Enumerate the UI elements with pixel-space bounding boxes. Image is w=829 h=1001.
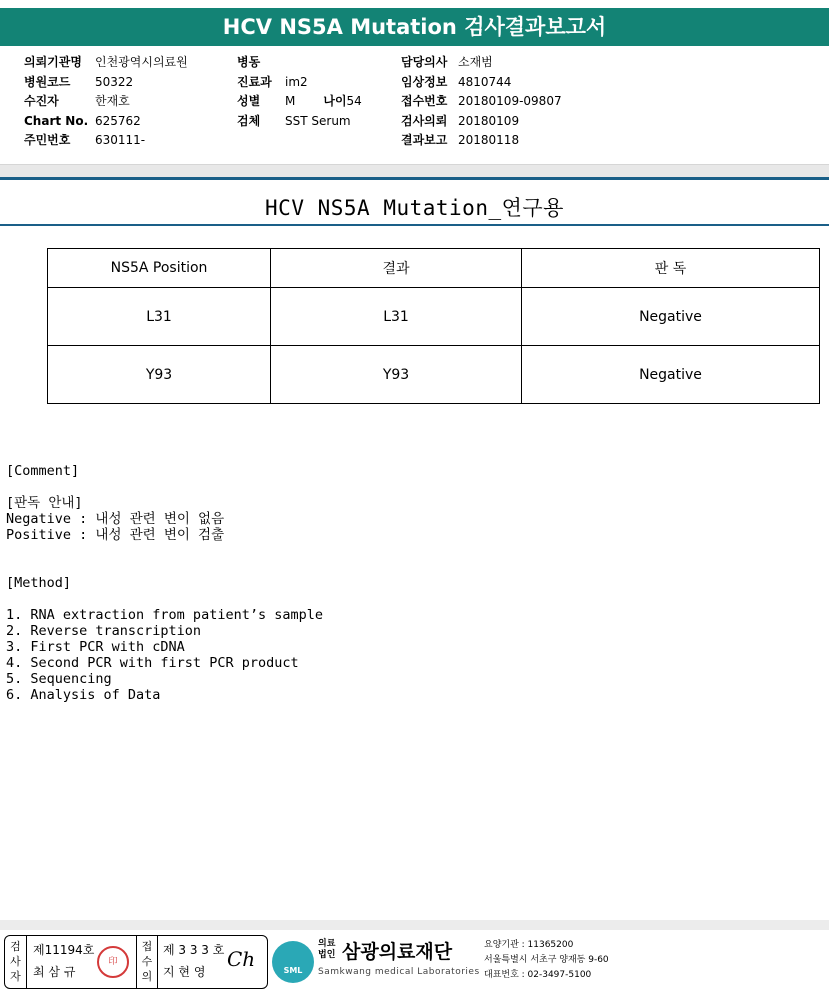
column-header: NS5A Position [48,249,271,288]
method-heading: [Method] [6,575,72,591]
guide-heading: [판독 안내] [6,495,83,511]
label-char: 자 [10,970,21,983]
label-char: 수 [141,955,153,968]
label-char: 검 [10,940,21,953]
receiver-label [136,936,158,988]
contact-line: 대표번호 : 02-3497-5100 [484,970,592,980]
organization-logo-block [272,935,609,990]
table-cell: Y93 [271,346,522,404]
info-label: 의뢰기관명 [24,55,82,69]
table-cell: Negative [522,288,820,346]
age-label: 나이 [323,94,347,108]
method-step: 1. RNA extraction from patient’s sample [6,607,323,623]
info-value: 20180109-09807 [458,94,562,108]
label-char: 의 [141,970,153,983]
info-label: 결과보고 [401,133,448,147]
info-label: 임상정보 [401,74,448,89]
info-label: 병동 [237,55,261,69]
table-row [48,346,820,404]
organization-english-name: Samkwang medical Laboratories [318,967,480,977]
info-value: 625762 [95,113,141,128]
info-left-column [24,53,188,151]
info-label: 성별 [237,94,261,108]
organization-name: 삼광의료재단 [342,941,453,963]
info-label: 진료과 [237,74,272,89]
info-label: 주민번호 [24,133,71,147]
corp-label-line: 의료 [318,939,336,949]
label-char: 사 [10,955,21,968]
inspector-label [5,936,27,988]
method-step: 4. Second PCR with first PCR product [6,655,299,671]
info-label: 수진자 [24,94,59,108]
official-seal-icon: 印 [97,946,129,978]
report-subtitle: HCV NS5A Mutation_연구용 [265,196,564,220]
method-step: 2. Reverse transcription [6,623,202,639]
result-table [47,248,820,404]
receiver-number: 제 3 3 3 호 [163,943,225,957]
info-value: 20180118 [458,133,520,147]
info-value: 한재호 [95,94,130,108]
comment-heading: [Comment] [6,463,80,479]
inspector-number: 제11194호 [33,943,95,957]
column-header: 판 독 [522,249,820,288]
label-char: 접 [141,940,153,953]
header-divider-band [0,164,829,178]
organization-contact [484,938,609,983]
info-label: Chart No. [24,113,89,128]
info-value: 50322 [95,74,134,89]
corp-label-line: 법인 [318,950,336,960]
guide-line: Negative : 내성 관련 변이 없음 [6,511,225,527]
info-label: 접수번호 [401,94,448,108]
table-cell: L31 [271,288,522,346]
age-value: 54 [346,94,362,108]
report-title: HCV NS5A Mutation 검사결과보고서 [0,8,829,46]
info-label: 검사의뢰 [401,113,448,128]
subtitle-rule [0,224,829,226]
inspector-name: 최 삼 규 [33,965,76,979]
table-cell: L31 [48,288,271,346]
footer-divider-band [0,920,829,930]
corp-label [318,939,335,961]
receiver-name: 지 현 영 [163,965,206,979]
info-value: 소재범 [458,55,493,69]
table-cell: Y93 [48,346,271,404]
handwritten-signature: Ch [227,947,256,971]
section-rule [0,177,829,180]
info-value: 인천광역시의료원 [95,55,188,69]
table-cell: Negative [522,346,820,404]
method-step: 5. Sequencing [6,671,112,687]
info-label: 병원코드 [24,74,71,89]
info-middle-column [237,53,362,131]
method-step: 3. First PCR with cDNA [6,639,185,655]
info-value: 630111- [95,133,146,147]
info-value: 4810744 [458,74,512,89]
table-row [48,288,820,346]
signature-box [4,935,268,989]
info-right-column [401,53,562,151]
info-value: SST Serum [285,113,351,128]
sml-logo-icon: SML [272,941,314,983]
info-value: im2 [285,74,308,89]
info-label: 검체 [237,113,261,128]
info-label: 담당의사 [401,55,448,69]
method-step: 6. Analysis of Data [6,687,161,703]
column-header: 결과 [271,249,522,288]
contact-line: 요양기관 : 11365200 [484,940,574,950]
table-header-row [48,249,820,288]
info-value: 20180109 [458,113,520,128]
info-value: M [285,94,296,108]
contact-line: 서울특별시 서초구 양재동 9-60 [484,955,609,965]
guide-line: Positive : 내성 관련 변이 검출 [6,527,225,543]
